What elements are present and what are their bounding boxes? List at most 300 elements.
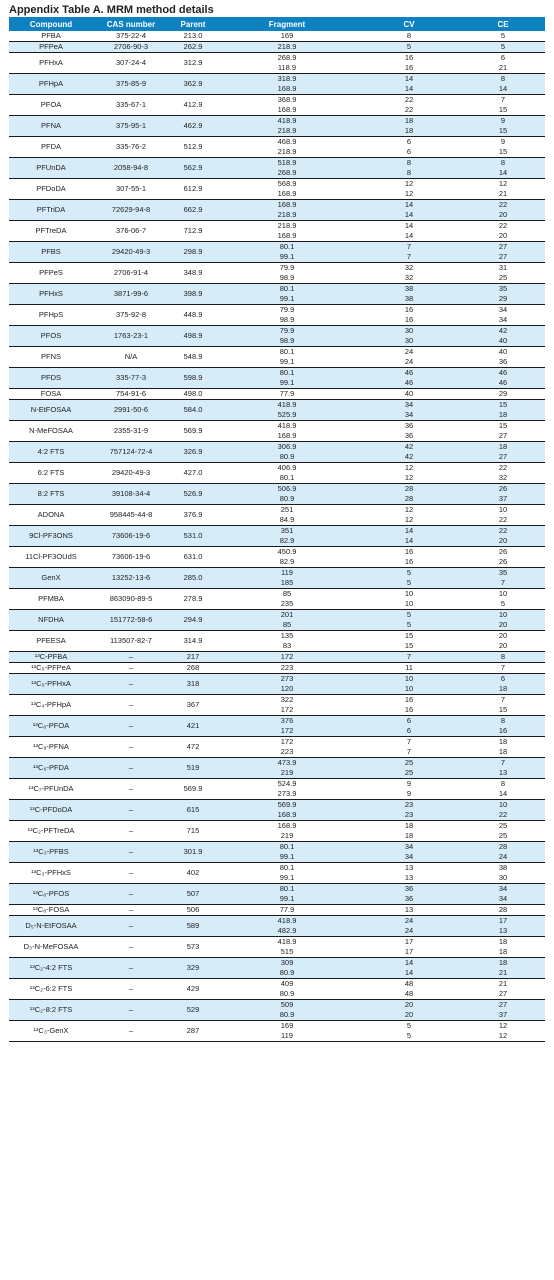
- fragment-cell: 98.9: [279, 315, 295, 324]
- compound-cell: PFPeA: [9, 42, 93, 53]
- parent-cell: 398.9: [169, 284, 217, 305]
- table-row: [9, 326, 545, 337]
- cv-cell: 24: [404, 357, 414, 366]
- parent-cell: 429: [169, 979, 217, 1000]
- table-row: [9, 716, 545, 727]
- ce-cell: 20: [461, 620, 545, 631]
- ce-cell: 15: [498, 705, 508, 714]
- cv-cell: 12: [404, 189, 414, 198]
- cv-cell: 16: [357, 695, 461, 706]
- cas-number-cell: –: [93, 916, 169, 937]
- fragment-cell: 172: [280, 705, 294, 714]
- fragment-cell: 80.9: [217, 1010, 357, 1021]
- fragment-cell: 168.9: [217, 200, 357, 211]
- fragment-cell: 80.9: [217, 452, 357, 463]
- compound-cell: D₃-N-MeFOSAA: [9, 937, 93, 958]
- fragment-cell: 468.9: [217, 137, 357, 148]
- ce-cell: 34: [461, 894, 545, 905]
- table-row: [9, 421, 545, 432]
- ce-cell: 22: [461, 526, 545, 537]
- fragment-cell: 118.9: [277, 63, 297, 72]
- fragment-cell: 120: [217, 684, 357, 695]
- cas-number-cell: 335-77-3: [93, 368, 169, 389]
- cas-number-cell: –: [93, 1021, 169, 1042]
- ce-cell: 35: [461, 284, 545, 295]
- ce-cell: 7: [461, 695, 545, 706]
- fragment-cell: 569.9: [217, 800, 357, 811]
- fragment-cell: 80.1: [279, 473, 295, 482]
- ce-cell: 20: [461, 210, 545, 221]
- compound-cell: ¹³C₇-PFUnDA: [9, 779, 93, 800]
- cas-number-cell: –: [93, 779, 169, 800]
- cv-cell: 12: [357, 463, 461, 474]
- cas-number-cell: 958445-44-8: [93, 505, 169, 526]
- cv-cell: 15: [404, 641, 414, 650]
- compound-cell: PFUnDA: [9, 158, 93, 179]
- cv-cell: 5: [357, 568, 461, 579]
- parent-cell: 268: [169, 663, 217, 674]
- table-row: [9, 200, 545, 211]
- parent-cell: 301.9: [169, 842, 217, 863]
- cv-cell: 23: [357, 800, 461, 811]
- cv-cell: 8: [357, 168, 461, 179]
- fragment-cell: 119: [217, 1031, 357, 1042]
- compound-cell: D₅-N-EtFOSAA: [9, 916, 93, 937]
- cv-cell: 10: [357, 589, 461, 600]
- table-row: [9, 905, 545, 916]
- ce-cell: 20: [461, 536, 545, 547]
- table-row: [9, 347, 545, 358]
- compound-cell: ¹³C₅-PFPeA: [9, 663, 93, 674]
- fragment-cell: 80.1: [217, 863, 357, 874]
- fragment-cell: 84.9: [279, 515, 295, 524]
- fragment-cell: 99.1: [217, 852, 357, 863]
- fragment-cell: 98.9: [279, 273, 295, 282]
- cv-cell: 24: [357, 926, 461, 937]
- ce-cell: 13: [461, 768, 545, 779]
- fragment-cell: 273: [217, 674, 357, 685]
- fragment-cell: 218.9: [277, 147, 297, 156]
- table-row: [9, 158, 545, 169]
- parent-cell: 412.9: [169, 95, 217, 116]
- table-row: [9, 800, 545, 811]
- cv-cell: 12: [404, 473, 414, 482]
- parent-cell: 589: [169, 916, 217, 937]
- parent-cell: 421: [169, 716, 217, 737]
- parent-cell: 529: [169, 1000, 217, 1021]
- fragment-cell: 168.9: [277, 105, 297, 114]
- compound-cell: PFDA: [9, 137, 93, 158]
- parent-cell: 472: [169, 737, 217, 758]
- compound-cell: 11Cl-PF3OUdS: [9, 547, 93, 568]
- cv-cell: 16: [357, 53, 461, 64]
- ce-cell: 15: [461, 421, 545, 432]
- cv-cell: 6: [357, 726, 461, 737]
- ce-cell: 6: [461, 674, 545, 685]
- ce-cell: 8: [461, 74, 545, 85]
- fragment-cell: 309: [217, 958, 357, 969]
- parent-cell: 312.9: [169, 53, 217, 74]
- fragment-cell: 82.9: [217, 536, 357, 547]
- table-row: [9, 221, 545, 232]
- fragment-cell: 418.9: [217, 116, 357, 127]
- cv-cell: 34: [357, 842, 461, 853]
- table-row: [9, 737, 545, 748]
- cv-cell: 14: [357, 210, 461, 221]
- compound-cell: PFDS: [9, 368, 93, 389]
- fragment-cell: 525.9: [217, 410, 357, 421]
- ce-cell: 21: [498, 189, 508, 198]
- ce-cell: 32: [498, 473, 508, 482]
- fragment-cell: 251: [217, 505, 357, 516]
- parent-cell: 294.9: [169, 610, 217, 631]
- table-row: [9, 442, 545, 453]
- cas-number-cell: 376-06-7: [93, 221, 169, 242]
- ce-cell: 37: [461, 494, 545, 505]
- cv-cell: 24: [357, 916, 461, 927]
- table-row: [9, 979, 545, 990]
- cv-cell: 22: [357, 95, 461, 106]
- table-row: [9, 916, 545, 927]
- compound-cell: ¹³C₅-PFHxA: [9, 674, 93, 695]
- cas-number-cell: –: [93, 958, 169, 979]
- compound-cell: ¹³C-PFBA: [9, 652, 93, 663]
- ce-cell: 5: [500, 31, 506, 40]
- cas-number-cell: 375-95-1: [93, 116, 169, 137]
- cv-cell: 5: [357, 42, 461, 53]
- ce-cell: 21: [498, 63, 508, 72]
- fragment-cell: 80.1: [217, 347, 357, 358]
- compound-cell: ¹³C₈-FOSA: [9, 905, 93, 916]
- cv-cell: 23: [357, 810, 461, 821]
- ce-cell: 27: [461, 242, 545, 253]
- parent-cell: 285.0: [169, 568, 217, 589]
- cv-cell: 7: [357, 652, 461, 663]
- ce-cell: 15: [461, 126, 545, 137]
- ce-cell: 27: [498, 431, 508, 440]
- parent-cell: 402: [169, 863, 217, 884]
- table-row: [9, 779, 545, 790]
- fragment-cell: 79.9: [217, 305, 357, 316]
- cv-cell: 36: [357, 421, 461, 432]
- compound-cell: PFOA: [9, 95, 93, 116]
- cv-cell: 12: [357, 179, 461, 190]
- parent-cell: 427.0: [169, 463, 217, 484]
- compound-cell: PFHpS: [9, 305, 93, 326]
- compound-cell: ¹³C₃-PFHxS: [9, 863, 93, 884]
- table-row: [9, 74, 545, 85]
- ce-cell: 27: [461, 452, 545, 463]
- cas-number-cell: –: [93, 863, 169, 884]
- ce-cell: 35: [461, 568, 545, 579]
- cv-cell: 20: [357, 1010, 461, 1021]
- compound-cell: PFHxA: [9, 53, 93, 74]
- ce-cell: 12: [461, 1021, 545, 1032]
- parent-cell: 318: [169, 674, 217, 695]
- parent-cell: 213.0: [183, 31, 203, 40]
- table-row: [9, 31, 545, 42]
- parent-cell: 715: [169, 821, 217, 842]
- parent-cell: 298.9: [169, 242, 217, 263]
- cas-number-cell: 335-76-2: [93, 137, 169, 158]
- fragment-cell: 83: [282, 641, 292, 650]
- fragment-cell: 268.9: [217, 53, 357, 64]
- cv-cell: 17: [357, 937, 461, 948]
- cas-number-cell: 2355-31-9: [93, 421, 169, 442]
- table-row: [9, 589, 545, 600]
- table-row: [9, 116, 545, 127]
- parent-cell: 506: [169, 905, 217, 916]
- cv-cell: 6: [357, 716, 461, 727]
- cv-cell: 14: [357, 74, 461, 85]
- cv-cell: 28: [357, 484, 461, 495]
- parent-cell: 462.9: [169, 116, 217, 137]
- table-row: [9, 284, 545, 295]
- table-row: [9, 758, 545, 769]
- compound-cell: N-EtFOSAA: [9, 400, 93, 421]
- ce-cell: 5: [500, 599, 506, 608]
- cv-cell: 34: [357, 410, 461, 421]
- cv-cell: 34: [357, 852, 461, 863]
- cas-number-cell: 375-22-4: [115, 31, 147, 40]
- compound-cell: 9Cl-PF3ONS: [9, 526, 93, 547]
- fragment-cell: 168.9: [217, 810, 357, 821]
- ce-cell: 27: [498, 989, 508, 998]
- compound-cell: PFDoDA: [9, 179, 93, 200]
- fragment-cell: 406.9: [217, 463, 357, 474]
- cv-cell: 48: [357, 979, 461, 990]
- ce-cell: 18: [461, 684, 545, 695]
- fragment-cell: 509: [217, 1000, 357, 1011]
- fragment-cell: 351: [217, 526, 357, 537]
- table-row: [9, 652, 545, 663]
- fragment-cell: 99.1: [217, 378, 357, 389]
- ce-cell: 15: [461, 400, 545, 411]
- cas-number-cell: –: [93, 663, 169, 674]
- table-row: [9, 547, 545, 558]
- fragment-cell: 77.9: [217, 905, 357, 916]
- fragment-cell: 98.9: [217, 336, 357, 347]
- fragment-cell: 168.9: [277, 189, 297, 198]
- cas-number-cell: –: [93, 800, 169, 821]
- parent-cell: 367: [169, 695, 217, 716]
- table-row: [9, 1000, 545, 1011]
- mrm-table: [9, 17, 545, 1042]
- parent-cell: 584.0: [169, 400, 217, 421]
- table-row: [9, 305, 545, 316]
- header-compound: Compound: [9, 17, 93, 31]
- compound-cell: PFBA: [41, 31, 61, 40]
- cv-cell: 6: [406, 147, 412, 156]
- ce-cell: 9: [461, 137, 545, 148]
- fragment-cell: 506.9: [217, 484, 357, 495]
- cv-cell: 5: [357, 578, 461, 589]
- cas-number-cell: –: [93, 979, 169, 1000]
- ce-cell: 7: [461, 578, 545, 589]
- cas-number-cell: 113507-82-7: [93, 631, 169, 652]
- cas-number-cell: 39108-34-4: [93, 484, 169, 505]
- cv-cell: 24: [357, 347, 461, 358]
- ce-cell: 21: [461, 968, 545, 979]
- fragment-cell: 119: [217, 568, 357, 579]
- parent-cell: 526.9: [169, 484, 217, 505]
- ce-cell: 34: [498, 315, 508, 324]
- fragment-cell: 376: [217, 716, 357, 727]
- cv-cell: 7: [357, 737, 461, 748]
- ce-cell: 26: [461, 484, 545, 495]
- compound-cell: ¹³C₂-6:2 FTS: [9, 979, 93, 1000]
- parent-cell: 326.9: [169, 442, 217, 463]
- fragment-cell: 80.9: [279, 989, 295, 998]
- parent-cell: 548.9: [169, 347, 217, 368]
- fragment-cell: 409: [217, 979, 357, 990]
- cas-number-cell: 757124-72-4: [93, 442, 169, 463]
- ce-cell: 34: [461, 884, 545, 895]
- ce-cell: 7: [461, 758, 545, 769]
- fragment-cell: 82.9: [279, 557, 295, 566]
- table-row: [9, 95, 545, 106]
- ce-cell: 17: [461, 916, 545, 927]
- fragment-cell: 218.9: [217, 221, 357, 232]
- fragment-cell: 99.1: [217, 294, 357, 305]
- parent-cell: 507: [169, 884, 217, 905]
- ce-cell: 15: [498, 105, 508, 114]
- cas-number-cell: 13252-13-6: [93, 568, 169, 589]
- cv-cell: 14: [357, 200, 461, 211]
- ce-cell: 18: [461, 958, 545, 969]
- cv-cell: 8: [406, 31, 412, 40]
- cv-cell: 46: [357, 378, 461, 389]
- ce-cell: 15: [498, 147, 508, 156]
- ce-cell: 36: [498, 357, 508, 366]
- cv-cell: 13: [357, 905, 461, 916]
- table-row: [9, 242, 545, 253]
- compound-cell: FOSA: [9, 389, 93, 400]
- ce-cell: 26: [461, 547, 545, 558]
- ce-cell: 10: [461, 505, 545, 516]
- cv-cell: 12: [404, 515, 414, 524]
- compound-cell: ¹³C₉-PFNA: [9, 737, 93, 758]
- cv-cell: 14: [404, 231, 414, 240]
- fragment-cell: 99.1: [217, 252, 357, 263]
- table-row: [9, 695, 545, 706]
- ce-cell: 37: [461, 1010, 545, 1021]
- cas-number-cell: 73606-19-6: [93, 547, 169, 568]
- cv-cell: 42: [357, 452, 461, 463]
- cv-cell: 14: [357, 526, 461, 537]
- compound-cell: ADONA: [9, 505, 93, 526]
- ce-cell: 13: [461, 926, 545, 937]
- cv-cell: 8: [357, 158, 461, 169]
- cv-cell: 9: [406, 789, 412, 798]
- fragment-cell: 482.9: [217, 926, 357, 937]
- cv-cell: 22: [404, 105, 414, 114]
- fragment-cell: 85: [217, 589, 357, 600]
- ce-cell: 18: [498, 747, 508, 756]
- compound-cell: PFTriDA: [9, 200, 93, 221]
- ce-cell: 21: [461, 979, 545, 990]
- compound-cell: ¹³C₂-4:2 FTS: [9, 958, 93, 979]
- cv-cell: 14: [357, 84, 461, 95]
- compound-cell: ¹³C-PFDoDA: [9, 800, 93, 821]
- parent-cell: 262.9: [169, 42, 217, 53]
- table-row: [9, 937, 545, 948]
- table-row: [9, 610, 545, 621]
- compound-cell: 4:2 FTS: [9, 442, 93, 463]
- ce-cell: 6: [461, 53, 545, 64]
- fragment-cell: 80.1: [217, 368, 357, 379]
- cas-number-cell: 375-85-9: [93, 74, 169, 95]
- parent-cell: 519: [169, 758, 217, 779]
- fragment-cell: 450.9: [217, 547, 357, 558]
- cas-number-cell: 375-92-8: [93, 305, 169, 326]
- fragment-cell: 80.9: [217, 494, 357, 505]
- fragment-cell: 473.9: [217, 758, 357, 769]
- cv-cell: 14: [357, 968, 461, 979]
- cas-number-cell: –: [93, 937, 169, 958]
- fragment-cell: 80.1: [217, 842, 357, 853]
- table-row: [9, 400, 545, 411]
- ce-cell: 14: [461, 168, 545, 179]
- table-row: [9, 484, 545, 495]
- fragment-cell: 80.1: [217, 242, 357, 253]
- parent-cell: 362.9: [169, 74, 217, 95]
- fragment-cell: 201: [217, 610, 357, 621]
- parent-cell: 314.9: [169, 631, 217, 652]
- table-row: [9, 663, 545, 674]
- fragment-cell: 172: [217, 652, 357, 663]
- cas-number-cell: –: [93, 884, 169, 905]
- cv-cell: 32: [357, 263, 461, 274]
- header-row: [9, 17, 545, 31]
- compound-cell: 6:2 FTS: [9, 463, 93, 484]
- ce-cell: 40: [461, 347, 545, 358]
- parent-cell: 615: [169, 800, 217, 821]
- compound-cell: ¹³C₃-PFBS: [9, 842, 93, 863]
- cv-cell: 7: [357, 242, 461, 253]
- cv-cell: 6: [357, 137, 461, 148]
- compound-cell: PFBS: [9, 242, 93, 263]
- compound-cell: PFNA: [9, 116, 93, 137]
- compound-cell: ¹³C₈-PFOS: [9, 884, 93, 905]
- cv-cell: 36: [357, 894, 461, 905]
- cas-number-cell: –: [93, 674, 169, 695]
- ce-cell: 29: [461, 389, 545, 400]
- parent-cell: 498.9: [169, 326, 217, 347]
- compound-cell: ¹³C₂-8:2 FTS: [9, 1000, 93, 1021]
- cas-number-cell: –: [93, 652, 169, 663]
- ce-cell: 14: [461, 84, 545, 95]
- ce-cell: 46: [461, 368, 545, 379]
- ce-cell: 38: [461, 863, 545, 874]
- cv-cell: 5: [357, 1021, 461, 1032]
- ce-cell: 20: [498, 231, 508, 240]
- cas-number-cell: 2058-94-8: [93, 158, 169, 179]
- cv-cell: 36: [357, 884, 461, 895]
- ce-cell: 12: [461, 1031, 545, 1042]
- cv-cell: 30: [357, 326, 461, 337]
- fragment-cell: 172: [217, 726, 357, 737]
- cv-cell: 42: [357, 442, 461, 453]
- cv-cell: 10: [357, 674, 461, 685]
- cv-cell: 13: [357, 863, 461, 874]
- fragment-cell: 268.9: [217, 168, 357, 179]
- fragment-cell: 99.1: [279, 357, 295, 366]
- cv-cell: 16: [357, 547, 461, 558]
- fragment-cell: 168.9: [217, 821, 357, 832]
- fragment-cell: 218.9: [217, 42, 357, 53]
- fragment-cell: 185: [217, 578, 357, 589]
